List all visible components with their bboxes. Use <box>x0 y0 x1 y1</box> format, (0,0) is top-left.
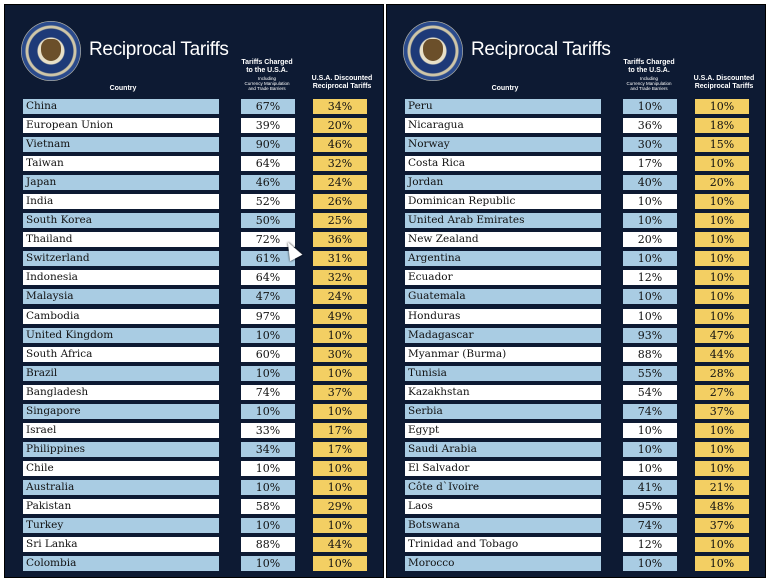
header-discounted <box>687 75 761 91</box>
discounted-tariff-cell: 37% <box>695 518 749 533</box>
tariff-charged-cell: 39% <box>241 118 295 133</box>
presidential-seal-icon <box>21 21 81 81</box>
tariff-charged-cell: 58% <box>241 499 295 514</box>
discounted-tariff-cell: 10% <box>695 213 749 228</box>
table-row <box>387 535 767 554</box>
tariff-charged-cell: 10% <box>623 194 677 209</box>
tariff-charged-cell: 41% <box>623 480 677 495</box>
discounted-tariff-cell: 44% <box>313 537 367 552</box>
country-cell: Guatemala <box>405 289 601 304</box>
header-discount-line1: U.S.A. Discounted <box>693 75 755 82</box>
table-row <box>5 116 385 135</box>
discounted-tariff-cell: 10% <box>695 442 749 457</box>
discounted-tariff-cell: 10% <box>695 99 749 114</box>
discounted-tariff-cell: 24% <box>313 175 367 190</box>
tariff-charged-cell: 10% <box>623 99 677 114</box>
header-discount-line1: U.S.A. Discounted <box>311 75 373 82</box>
discounted-tariff-cell: 10% <box>313 404 367 419</box>
discounted-tariff-cell: 28% <box>695 366 749 381</box>
discounted-tariff-cell: 10% <box>695 156 749 171</box>
tariff-charged-cell: 88% <box>623 347 677 362</box>
header-charged-line1: Tariffs Charged <box>241 59 293 66</box>
table-row <box>387 364 767 383</box>
country-cell: South Korea <box>23 213 219 228</box>
tariff-charged-cell: 34% <box>241 442 295 457</box>
country-cell: Botswana <box>405 518 601 533</box>
country-cell: Dominican Republic <box>405 194 601 209</box>
table-row <box>5 402 385 421</box>
tariff-charged-cell: 67% <box>241 99 295 114</box>
table-row <box>5 554 385 573</box>
country-cell: Ecuador <box>405 270 601 285</box>
tariff-board-right <box>386 4 766 578</box>
discounted-tariff-cell: 32% <box>313 156 367 171</box>
country-cell: Sri Lanka <box>23 537 219 552</box>
table-row <box>387 345 767 364</box>
header-charged-sub2: Currency Manipulation <box>626 81 672 86</box>
tariff-charged-cell: 40% <box>623 175 677 190</box>
country-cell: Honduras <box>405 309 601 324</box>
discounted-tariff-cell: 10% <box>313 556 367 571</box>
country-cell: Israel <box>23 423 219 438</box>
table-row <box>387 421 767 440</box>
discounted-tariff-cell: 44% <box>695 347 749 362</box>
country-cell: Vietnam <box>23 137 219 152</box>
country-cell: Norway <box>405 137 601 152</box>
discounted-tariff-cell: 10% <box>313 366 367 381</box>
country-cell: Myanmar (Burma) <box>405 347 601 362</box>
country-cell: Morocco <box>405 556 601 571</box>
tariff-charged-cell: 10% <box>623 423 677 438</box>
discounted-tariff-cell: 49% <box>313 309 367 324</box>
country-cell: Costa Rica <box>405 156 601 171</box>
country-cell: Saudi Arabia <box>405 442 601 457</box>
country-cell: United Arab Emirates <box>405 213 601 228</box>
table-row <box>5 192 385 211</box>
tariff-charged-cell: 10% <box>241 461 295 476</box>
discounted-tariff-cell: 17% <box>313 442 367 457</box>
table-row <box>387 249 767 268</box>
country-cell: Pakistan <box>23 499 219 514</box>
country-cell: Argentina <box>405 251 601 266</box>
country-cell: Turkey <box>23 518 219 533</box>
discounted-tariff-cell: 10% <box>313 461 367 476</box>
discounted-tariff-cell: 47% <box>695 328 749 343</box>
tariff-charged-cell: 54% <box>623 385 677 400</box>
table-row <box>387 383 767 402</box>
tariff-charged-cell: 10% <box>241 404 295 419</box>
discounted-tariff-cell: 34% <box>313 99 367 114</box>
country-cell: Thailand <box>23 232 219 247</box>
board-title: Reciprocal Tariffs <box>471 39 611 60</box>
tariff-charged-cell: 10% <box>241 328 295 343</box>
discounted-tariff-cell: 10% <box>695 309 749 324</box>
table-row <box>387 230 767 249</box>
tariff-charged-cell: 55% <box>623 366 677 381</box>
discounted-tariff-cell: 30% <box>313 347 367 362</box>
table-row <box>387 268 767 287</box>
table-row <box>5 364 385 383</box>
header-discount-line2: Reciprocal Tariffs <box>312 83 372 90</box>
discounted-tariff-cell: 10% <box>695 194 749 209</box>
tariff-charged-cell: 97% <box>241 309 295 324</box>
table-row <box>5 287 385 306</box>
tariff-charged-cell: 36% <box>623 118 677 133</box>
discounted-tariff-cell: 26% <box>313 194 367 209</box>
country-cell: Philippines <box>23 442 219 457</box>
discounted-tariff-cell: 46% <box>313 137 367 152</box>
country-cell: Chile <box>23 461 219 476</box>
table-row <box>5 497 385 516</box>
tariff-charged-cell: 74% <box>241 385 295 400</box>
country-cell: Kazakhstan <box>405 385 601 400</box>
tariff-charged-cell: 12% <box>623 537 677 552</box>
table-row <box>5 211 385 230</box>
tariff-charged-cell: 10% <box>241 480 295 495</box>
country-cell: New Zealand <box>405 232 601 247</box>
discounted-tariff-cell: 10% <box>313 480 367 495</box>
discounted-tariff-cell: 10% <box>313 518 367 533</box>
table-row <box>387 192 767 211</box>
tariff-charged-cell: 74% <box>623 518 677 533</box>
discounted-tariff-cell: 48% <box>695 499 749 514</box>
table-row <box>5 230 385 249</box>
table-row <box>387 211 767 230</box>
header-charged-sub3: and Trade Barriers <box>248 86 286 91</box>
discounted-tariff-cell: 10% <box>695 537 749 552</box>
country-cell: Laos <box>405 499 601 514</box>
country-cell: Madagascar <box>405 328 601 343</box>
table-row <box>387 173 767 192</box>
tariff-charged-cell: 95% <box>623 499 677 514</box>
tariff-board-left <box>4 4 384 578</box>
header-discount-line2: Reciprocal Tariffs <box>694 83 754 90</box>
header-charged-sub1: Including <box>257 76 276 81</box>
country-cell: Colombia <box>23 556 219 571</box>
country-cell: Peru <box>405 99 601 114</box>
table-row <box>387 459 767 478</box>
header-charged-line2: to the U.S.A. <box>246 67 288 74</box>
discounted-tariff-cell: 18% <box>695 118 749 133</box>
discounted-tariff-cell: 36% <box>313 232 367 247</box>
discounted-tariff-cell: 25% <box>313 213 367 228</box>
country-cell: Japan <box>23 175 219 190</box>
table-row <box>5 345 385 364</box>
tariff-charged-cell: 52% <box>241 194 295 209</box>
tariff-charged-cell: 10% <box>241 366 295 381</box>
country-cell: European Union <box>23 118 219 133</box>
tariff-table-left <box>5 97 385 573</box>
tariff-charged-cell: 10% <box>623 442 677 457</box>
tariff-charged-cell: 46% <box>241 175 295 190</box>
discounted-tariff-cell: 27% <box>695 385 749 400</box>
tariff-charged-cell: 10% <box>241 556 295 571</box>
discounted-tariff-cell: 20% <box>695 175 749 190</box>
table-row <box>387 326 767 345</box>
tariff-charged-cell: 60% <box>241 347 295 362</box>
tariff-charged-cell: 10% <box>623 289 677 304</box>
tariff-charged-cell: 30% <box>623 137 677 152</box>
discounted-tariff-cell: 37% <box>695 404 749 419</box>
tariff-charged-cell: 33% <box>241 423 295 438</box>
table-row <box>387 307 767 326</box>
table-row <box>5 535 385 554</box>
country-cell: Australia <box>23 480 219 495</box>
table-row <box>387 440 767 459</box>
discounted-tariff-cell: 29% <box>313 499 367 514</box>
table-row <box>5 154 385 173</box>
tariff-charged-cell: 74% <box>623 404 677 419</box>
country-cell: Malaysia <box>23 289 219 304</box>
country-cell: Jordan <box>405 175 601 190</box>
discounted-tariff-cell: 10% <box>695 232 749 247</box>
tariff-charged-cell: 17% <box>623 156 677 171</box>
tariff-charged-cell: 72% <box>241 232 295 247</box>
discounted-tariff-cell: 10% <box>695 270 749 285</box>
tariff-charged-cell: 10% <box>623 556 677 571</box>
tariff-charged-cell: 10% <box>241 518 295 533</box>
header-charged-sub2: Currency Manipulation <box>244 81 290 86</box>
country-cell: Egypt <box>405 423 601 438</box>
table-row <box>387 135 767 154</box>
header-tariffs-charged <box>617 59 681 91</box>
table-row <box>5 383 385 402</box>
country-cell: El Salvador <box>405 461 601 476</box>
header-charged-sub3: and Trade Barriers <box>630 86 668 91</box>
tariff-charged-cell: 90% <box>241 137 295 152</box>
country-cell: South Africa <box>23 347 219 362</box>
discounted-tariff-cell: 10% <box>313 328 367 343</box>
header-charged-line1: Tariffs Charged <box>623 59 675 66</box>
country-cell: Serbia <box>405 404 601 419</box>
table-row <box>5 478 385 497</box>
tariff-charged-cell: 12% <box>623 270 677 285</box>
discounted-tariff-cell: 31% <box>313 251 367 266</box>
discounted-tariff-cell: 37% <box>313 385 367 400</box>
tariff-charged-cell: 20% <box>623 232 677 247</box>
discounted-tariff-cell: 32% <box>313 270 367 285</box>
country-cell: Indonesia <box>23 270 219 285</box>
table-row <box>5 268 385 287</box>
table-row <box>5 135 385 154</box>
tariff-charged-cell: 10% <box>623 251 677 266</box>
tariff-charged-cell: 61% <box>241 251 295 266</box>
table-row <box>5 173 385 192</box>
discounted-tariff-cell: 10% <box>695 423 749 438</box>
table-row <box>387 402 767 421</box>
country-cell: India <box>23 194 219 209</box>
table-row <box>5 326 385 345</box>
country-cell: Singapore <box>23 404 219 419</box>
country-cell: Cambodia <box>23 309 219 324</box>
tariff-charged-cell: 50% <box>241 213 295 228</box>
header-charged-line2: to the U.S.A. <box>628 67 670 74</box>
discounted-tariff-cell: 20% <box>313 118 367 133</box>
country-cell: Bangladesh <box>23 385 219 400</box>
table-row <box>387 154 767 173</box>
country-cell: Trinidad and Tobago <box>405 537 601 552</box>
tariff-charged-cell: 93% <box>623 328 677 343</box>
tariff-charged-cell: 10% <box>623 461 677 476</box>
discounted-tariff-cell: 17% <box>313 423 367 438</box>
board-title: Reciprocal Tariffs <box>89 39 229 60</box>
discounted-tariff-cell: 10% <box>695 556 749 571</box>
country-cell: United Kingdom <box>23 328 219 343</box>
table-row <box>5 421 385 440</box>
table-row <box>387 478 767 497</box>
discounted-tariff-cell: 10% <box>695 461 749 476</box>
country-cell: Switzerland <box>23 251 219 266</box>
tariff-charged-cell: 88% <box>241 537 295 552</box>
discounted-tariff-cell: 10% <box>695 251 749 266</box>
table-row <box>5 307 385 326</box>
table-row <box>5 440 385 459</box>
country-cell: Nicaragua <box>405 118 601 133</box>
header-country: Country <box>491 85 519 92</box>
tariff-charged-cell: 64% <box>241 156 295 171</box>
discounted-tariff-cell: 15% <box>695 137 749 152</box>
country-cell: Brazil <box>23 366 219 381</box>
table-row <box>387 287 767 306</box>
country-cell: Tunisia <box>405 366 601 381</box>
header-charged-sub1: Including <box>639 76 658 81</box>
table-row <box>387 97 767 116</box>
table-row <box>387 554 767 573</box>
table-row <box>387 516 767 535</box>
country-cell: Taiwan <box>23 156 219 171</box>
presidential-seal-icon <box>403 21 463 81</box>
table-row <box>5 516 385 535</box>
discounted-tariff-cell: 24% <box>313 289 367 304</box>
table-row <box>387 497 767 516</box>
tariff-charged-cell: 47% <box>241 289 295 304</box>
discounted-tariff-cell: 10% <box>695 289 749 304</box>
table-row <box>5 97 385 116</box>
table-row <box>5 459 385 478</box>
table-row <box>387 116 767 135</box>
tariff-charged-cell: 64% <box>241 270 295 285</box>
country-cell: China <box>23 99 219 114</box>
discounted-tariff-cell: 21% <box>695 480 749 495</box>
table-row <box>5 249 385 268</box>
header-tariffs-charged <box>235 59 299 91</box>
country-cell: Côte d`Ivoire <box>405 480 601 495</box>
tariff-charged-cell: 10% <box>623 309 677 324</box>
tariff-charged-cell: 10% <box>623 213 677 228</box>
header-country: Country <box>109 85 137 92</box>
header-discounted <box>305 75 379 91</box>
tariff-table-right <box>387 97 767 573</box>
